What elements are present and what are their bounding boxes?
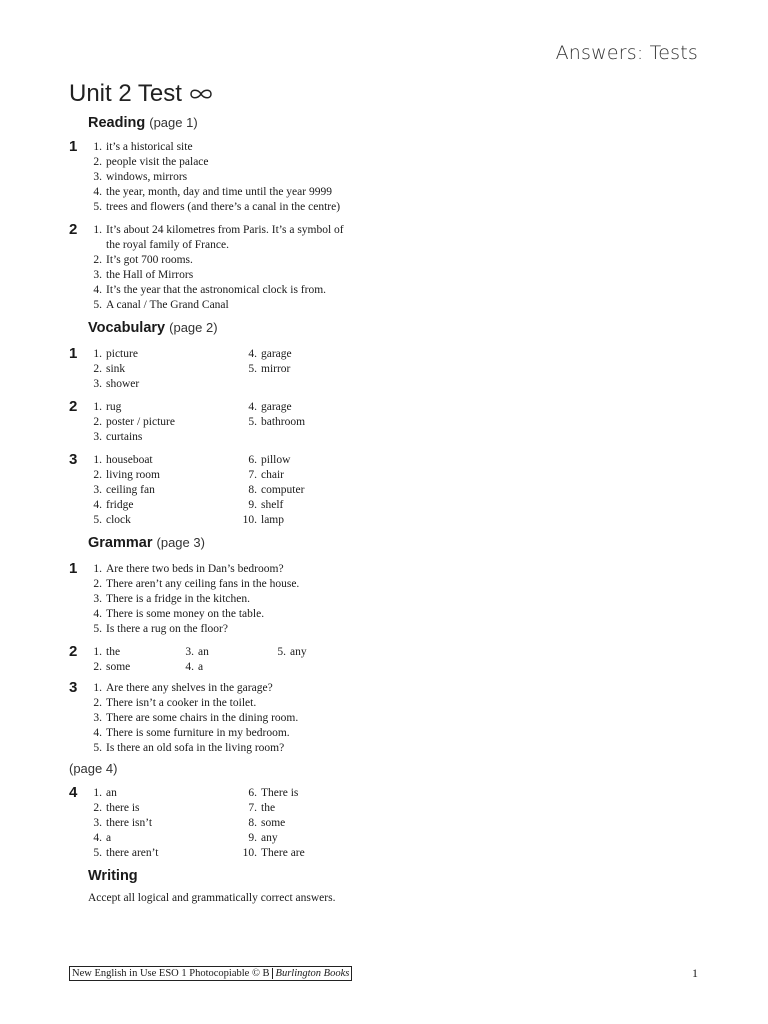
answer-item-text: computer: [261, 484, 305, 496]
answer-item-number: 2.: [93, 697, 102, 709]
answer-item: [86, 831, 241, 846]
answer-item: [86, 170, 344, 185]
answer-item-number: 5.: [248, 416, 257, 428]
answer-item-number: 8.: [248, 484, 257, 496]
unit-title-text: Unit 2 Test: [69, 80, 182, 107]
answer-item: [86, 347, 241, 362]
answer-list: [86, 681, 344, 756]
vocabulary-exercise-3: [69, 453, 689, 528]
answer-item: [86, 726, 344, 741]
exercise-number: 2: [69, 221, 78, 238]
answer-item-text: There isn’t a cooker in the toilet.: [106, 697, 257, 709]
answer-item-text: A canal / The Grand Canal: [106, 299, 229, 311]
reading-exercise-2: [69, 223, 689, 313]
answer-item: [241, 846, 401, 861]
answer-item: [178, 645, 270, 660]
answer-item-text: There are some chairs in the dining room.: [106, 712, 299, 724]
writing-answer-text: Accept all logical and grammatically correct answers.: [88, 892, 336, 904]
answer-item-text: There aren’t any ceiling fans in the house.: [106, 578, 300, 590]
answer-item-number: 3.: [93, 593, 102, 605]
answer-item-number: 5.: [93, 847, 102, 859]
answer-item: [270, 660, 362, 675]
answer-item-text: curtains: [106, 431, 143, 443]
answer-item-number: 5.: [93, 623, 102, 635]
answer-item-text: Are there two beds in Dan’s bedroom?: [106, 563, 284, 575]
answer-item-text: chair: [261, 469, 284, 481]
answer-item: [241, 400, 401, 415]
answer-item: [86, 577, 344, 592]
answer-item-number: 10.: [242, 847, 257, 859]
answer-item: [86, 592, 344, 607]
answer-item-number: 3.: [93, 269, 102, 281]
answer-item-text: picture: [106, 348, 138, 360]
answer-item-number: 3.: [93, 817, 102, 829]
answer-item: [86, 711, 344, 726]
answer-item-number: 5.: [93, 201, 102, 213]
answer-item: [86, 377, 241, 392]
answer-item: [241, 498, 401, 513]
answer-item-text: an: [106, 787, 117, 799]
answer-item-number: 4.: [93, 499, 102, 511]
reading-page-ref: (page 1): [149, 115, 198, 130]
reading-title: Reading: [88, 115, 146, 131]
vocabulary-exercise-2: [69, 400, 689, 445]
answer-item: [86, 298, 344, 313]
answer-list: [86, 645, 689, 675]
answer-item-number: 2.: [93, 416, 102, 428]
answer-item: [241, 468, 401, 483]
footer-publisher: Burlington Books: [272, 968, 350, 979]
footer-book-title: New English in Use ESO 1 Photocopiable © B: [72, 968, 270, 979]
answer-item: [86, 846, 241, 861]
answer-item-text: windows, mirrors: [106, 171, 188, 183]
answer-item-text: there is: [106, 802, 140, 814]
answer-item: [86, 400, 241, 415]
answer-item: [178, 660, 270, 675]
answer-item-text: pillow: [261, 454, 291, 466]
answer-item-number: 4.: [93, 186, 102, 198]
exercise-number: 1: [69, 345, 78, 362]
answer-item-number: 2.: [93, 156, 102, 168]
answer-item: [86, 801, 241, 816]
exercise-number: 2: [69, 643, 78, 660]
answer-item: [241, 415, 401, 430]
answer-item: [86, 200, 344, 215]
answer-item-text: shelf: [261, 499, 284, 511]
answer-item-text: It’s the year that the astronomical clock is from.: [106, 284, 327, 296]
answer-item-text: clock: [106, 514, 131, 526]
answer-item: [241, 816, 401, 831]
answer-item-number: 2.: [93, 254, 102, 266]
answer-item-number: 3.: [93, 378, 102, 390]
answer-item: [86, 155, 344, 170]
page-number: 1: [692, 966, 698, 980]
answer-item-number: 9.: [248, 832, 257, 844]
answer-item-number: 2.: [93, 802, 102, 814]
answer-item-number: 3.: [93, 171, 102, 183]
answer-item-number: 1.: [93, 224, 102, 236]
answer-item-text: bathroom: [261, 416, 306, 428]
answer-item: [270, 645, 362, 660]
footer-credit: [69, 966, 352, 981]
answer-item-number: 1.: [93, 401, 102, 413]
answer-item-text: any: [290, 646, 307, 658]
answer-item: [241, 483, 401, 498]
answer-item: [86, 622, 344, 637]
answer-item: [241, 513, 401, 528]
reading-exercise-1: [69, 140, 689, 215]
answer-item-text: Is there an old sofa in the living room?: [106, 742, 285, 754]
answer-item: [86, 681, 344, 696]
answer-item: [241, 801, 401, 816]
answer-list: [86, 140, 344, 215]
vocabulary-page-ref: (page 2): [169, 320, 218, 335]
answer-item-number: 5.: [93, 299, 102, 311]
answer-item-number: 6.: [248, 787, 257, 799]
answer-item-number: 2.: [93, 363, 102, 375]
exercise-number: 1: [69, 138, 78, 155]
answer-item-number: 2.: [93, 469, 102, 481]
grammar-exercise-2: [69, 645, 689, 675]
answer-item-text: shower: [106, 378, 140, 390]
page-4-label: (page 4): [69, 761, 118, 776]
answer-list: [86, 562, 344, 637]
answer-item-number: 3.: [93, 484, 102, 496]
answer-item: [241, 377, 401, 392]
answer-item-text: It’s about 24 kilometres from Paris. It’s a symbol of the royal family of France.: [106, 224, 344, 251]
answer-item-number: 1.: [93, 454, 102, 466]
answer-list: [86, 786, 689, 861]
answer-item-text: living room: [106, 469, 160, 481]
answer-item: [86, 185, 344, 200]
answer-item: [86, 607, 344, 622]
answer-item-number: 4.: [248, 348, 257, 360]
answer-item-number: 3.: [185, 646, 194, 658]
answer-item-text: some: [106, 661, 131, 673]
answer-item-text: ceiling fan: [106, 484, 155, 496]
answer-item-text: There is a fridge in the kitchen.: [106, 593, 251, 605]
unit-title: [69, 80, 214, 108]
grammar-page-ref: (page 3): [156, 535, 205, 550]
answer-item-text: an: [198, 646, 209, 658]
answer-item-text: fridge: [106, 499, 134, 511]
answer-item: [86, 140, 344, 155]
answer-item-text: There is some money on the table.: [106, 608, 265, 620]
grammar-exercise-1: [69, 562, 689, 637]
answer-item: [86, 741, 344, 756]
answer-item: [241, 362, 401, 377]
answer-item: [86, 696, 344, 711]
exercise-number: 2: [69, 398, 78, 415]
answer-item-number: 5.: [248, 363, 257, 375]
answer-item: [86, 468, 241, 483]
answer-item: [241, 831, 401, 846]
writing-title: Writing: [88, 868, 138, 884]
answer-item: [86, 660, 178, 675]
answer-item-number: 5.: [93, 742, 102, 754]
answer-item: [86, 253, 344, 268]
answer-item-text: houseboat: [106, 454, 153, 466]
grammar-exercise-3: [69, 681, 689, 756]
answer-item: [86, 786, 241, 801]
answer-item: [241, 347, 401, 362]
answer-list: [86, 453, 689, 528]
answer-item-text: sink: [106, 363, 126, 375]
answer-item-text: there aren’t: [106, 847, 159, 859]
answer-item: [86, 283, 344, 298]
answer-item-number: 7.: [248, 469, 257, 481]
answer-item-text: trees and flowers (and there’s a canal in the centre): [106, 201, 341, 213]
answer-item-number: 5.: [93, 514, 102, 526]
answer-item-text: a: [198, 661, 204, 673]
answer-item: [241, 430, 401, 445]
answer-item: [241, 786, 401, 801]
vocabulary-heading: [88, 317, 689, 339]
answer-item: [86, 362, 241, 377]
answer-item-text: rug: [106, 401, 122, 413]
answer-item-number: 4.: [185, 661, 194, 673]
page-header: Answers: Tests: [555, 42, 698, 64]
answer-item-number: 1.: [93, 348, 102, 360]
answer-item: [86, 483, 241, 498]
infinity-icon: [188, 87, 214, 101]
vocabulary-title: Vocabulary: [88, 320, 166, 336]
answer-item-text: There are: [261, 847, 305, 859]
reading-heading: [88, 112, 689, 134]
grammar-exercise-4: [69, 786, 689, 861]
answer-item-number: 4.: [248, 401, 257, 413]
answer-item-text: the: [106, 646, 121, 658]
answer-item-text: the Hall of Mirrors: [106, 269, 194, 281]
answer-item-text: poster / picture: [106, 416, 175, 428]
answer-item-text: Is there a rug on the floor?: [106, 623, 228, 635]
answer-item-text: people visit the palace: [106, 156, 209, 168]
answer-list: [86, 347, 689, 392]
answer-item-number: 4.: [93, 608, 102, 620]
answer-item-number: 1.: [93, 563, 102, 575]
answer-item-number: 7.: [248, 802, 257, 814]
answer-item-text: There is: [261, 787, 299, 799]
answer-item-number: 1.: [93, 646, 102, 658]
answer-item-number: 1.: [93, 787, 102, 799]
answer-item-text: a: [106, 832, 112, 844]
answer-item-number: 8.: [248, 817, 257, 829]
answer-item-number: 5.: [277, 646, 286, 658]
grammar-heading: [88, 532, 689, 554]
answer-item-number: 9.: [248, 499, 257, 511]
exercise-number: 4: [69, 784, 78, 801]
answer-item: [86, 268, 344, 283]
answer-item-number: 4.: [93, 284, 102, 296]
answer-item-text: garage: [261, 401, 292, 413]
answer-item: [86, 430, 241, 445]
answer-item: [86, 415, 241, 430]
grammar-title: Grammar: [88, 535, 153, 551]
answer-item-number: 1.: [93, 682, 102, 694]
answer-item-text: There is some furniture in my bedroom.: [106, 727, 290, 739]
answer-item-text: some: [261, 817, 286, 829]
answer-item-number: 4.: [93, 727, 102, 739]
answer-item-text: the year, month, day and time until the year 9999: [106, 186, 332, 198]
answer-item-text: there isn’t: [106, 817, 153, 829]
answer-item: [241, 453, 401, 468]
answer-item-text: It’s got 700 rooms.: [106, 254, 193, 266]
exercise-number: 3: [69, 451, 78, 468]
answer-item-number: 3.: [93, 431, 102, 443]
answer-item: [86, 498, 241, 513]
answer-item: [86, 645, 178, 660]
answer-item-number: 1.: [93, 141, 102, 153]
exercise-number: 3: [69, 679, 78, 696]
answer-item: [86, 453, 241, 468]
vocabulary-exercise-1: [69, 347, 689, 392]
answer-item: [86, 562, 344, 577]
answer-list: [86, 223, 344, 313]
answer-item: [86, 513, 241, 528]
answer-item-number: 10.: [242, 514, 257, 526]
answer-item-number: 3.: [93, 712, 102, 724]
answer-item-number: 6.: [248, 454, 257, 466]
answer-item-text: Are there any shelves in the garage?: [106, 682, 273, 694]
answers-content: [69, 112, 689, 906]
answer-item-text: any: [261, 832, 278, 844]
writing-heading: [88, 865, 689, 887]
answer-item-text: garage: [261, 348, 292, 360]
exercise-number: 1: [69, 560, 78, 577]
answer-item: [86, 223, 344, 253]
answer-item-text: lamp: [261, 514, 284, 526]
answer-item-number: 4.: [93, 832, 102, 844]
answer-item-number: 2.: [93, 661, 102, 673]
answer-item-text: the: [261, 802, 276, 814]
answer-item-text: mirror: [261, 363, 291, 375]
answer-item-text: it’s a historical site: [106, 141, 193, 153]
answer-item-number: 2.: [93, 578, 102, 590]
answer-item: [86, 816, 241, 831]
answer-list: [86, 400, 689, 445]
